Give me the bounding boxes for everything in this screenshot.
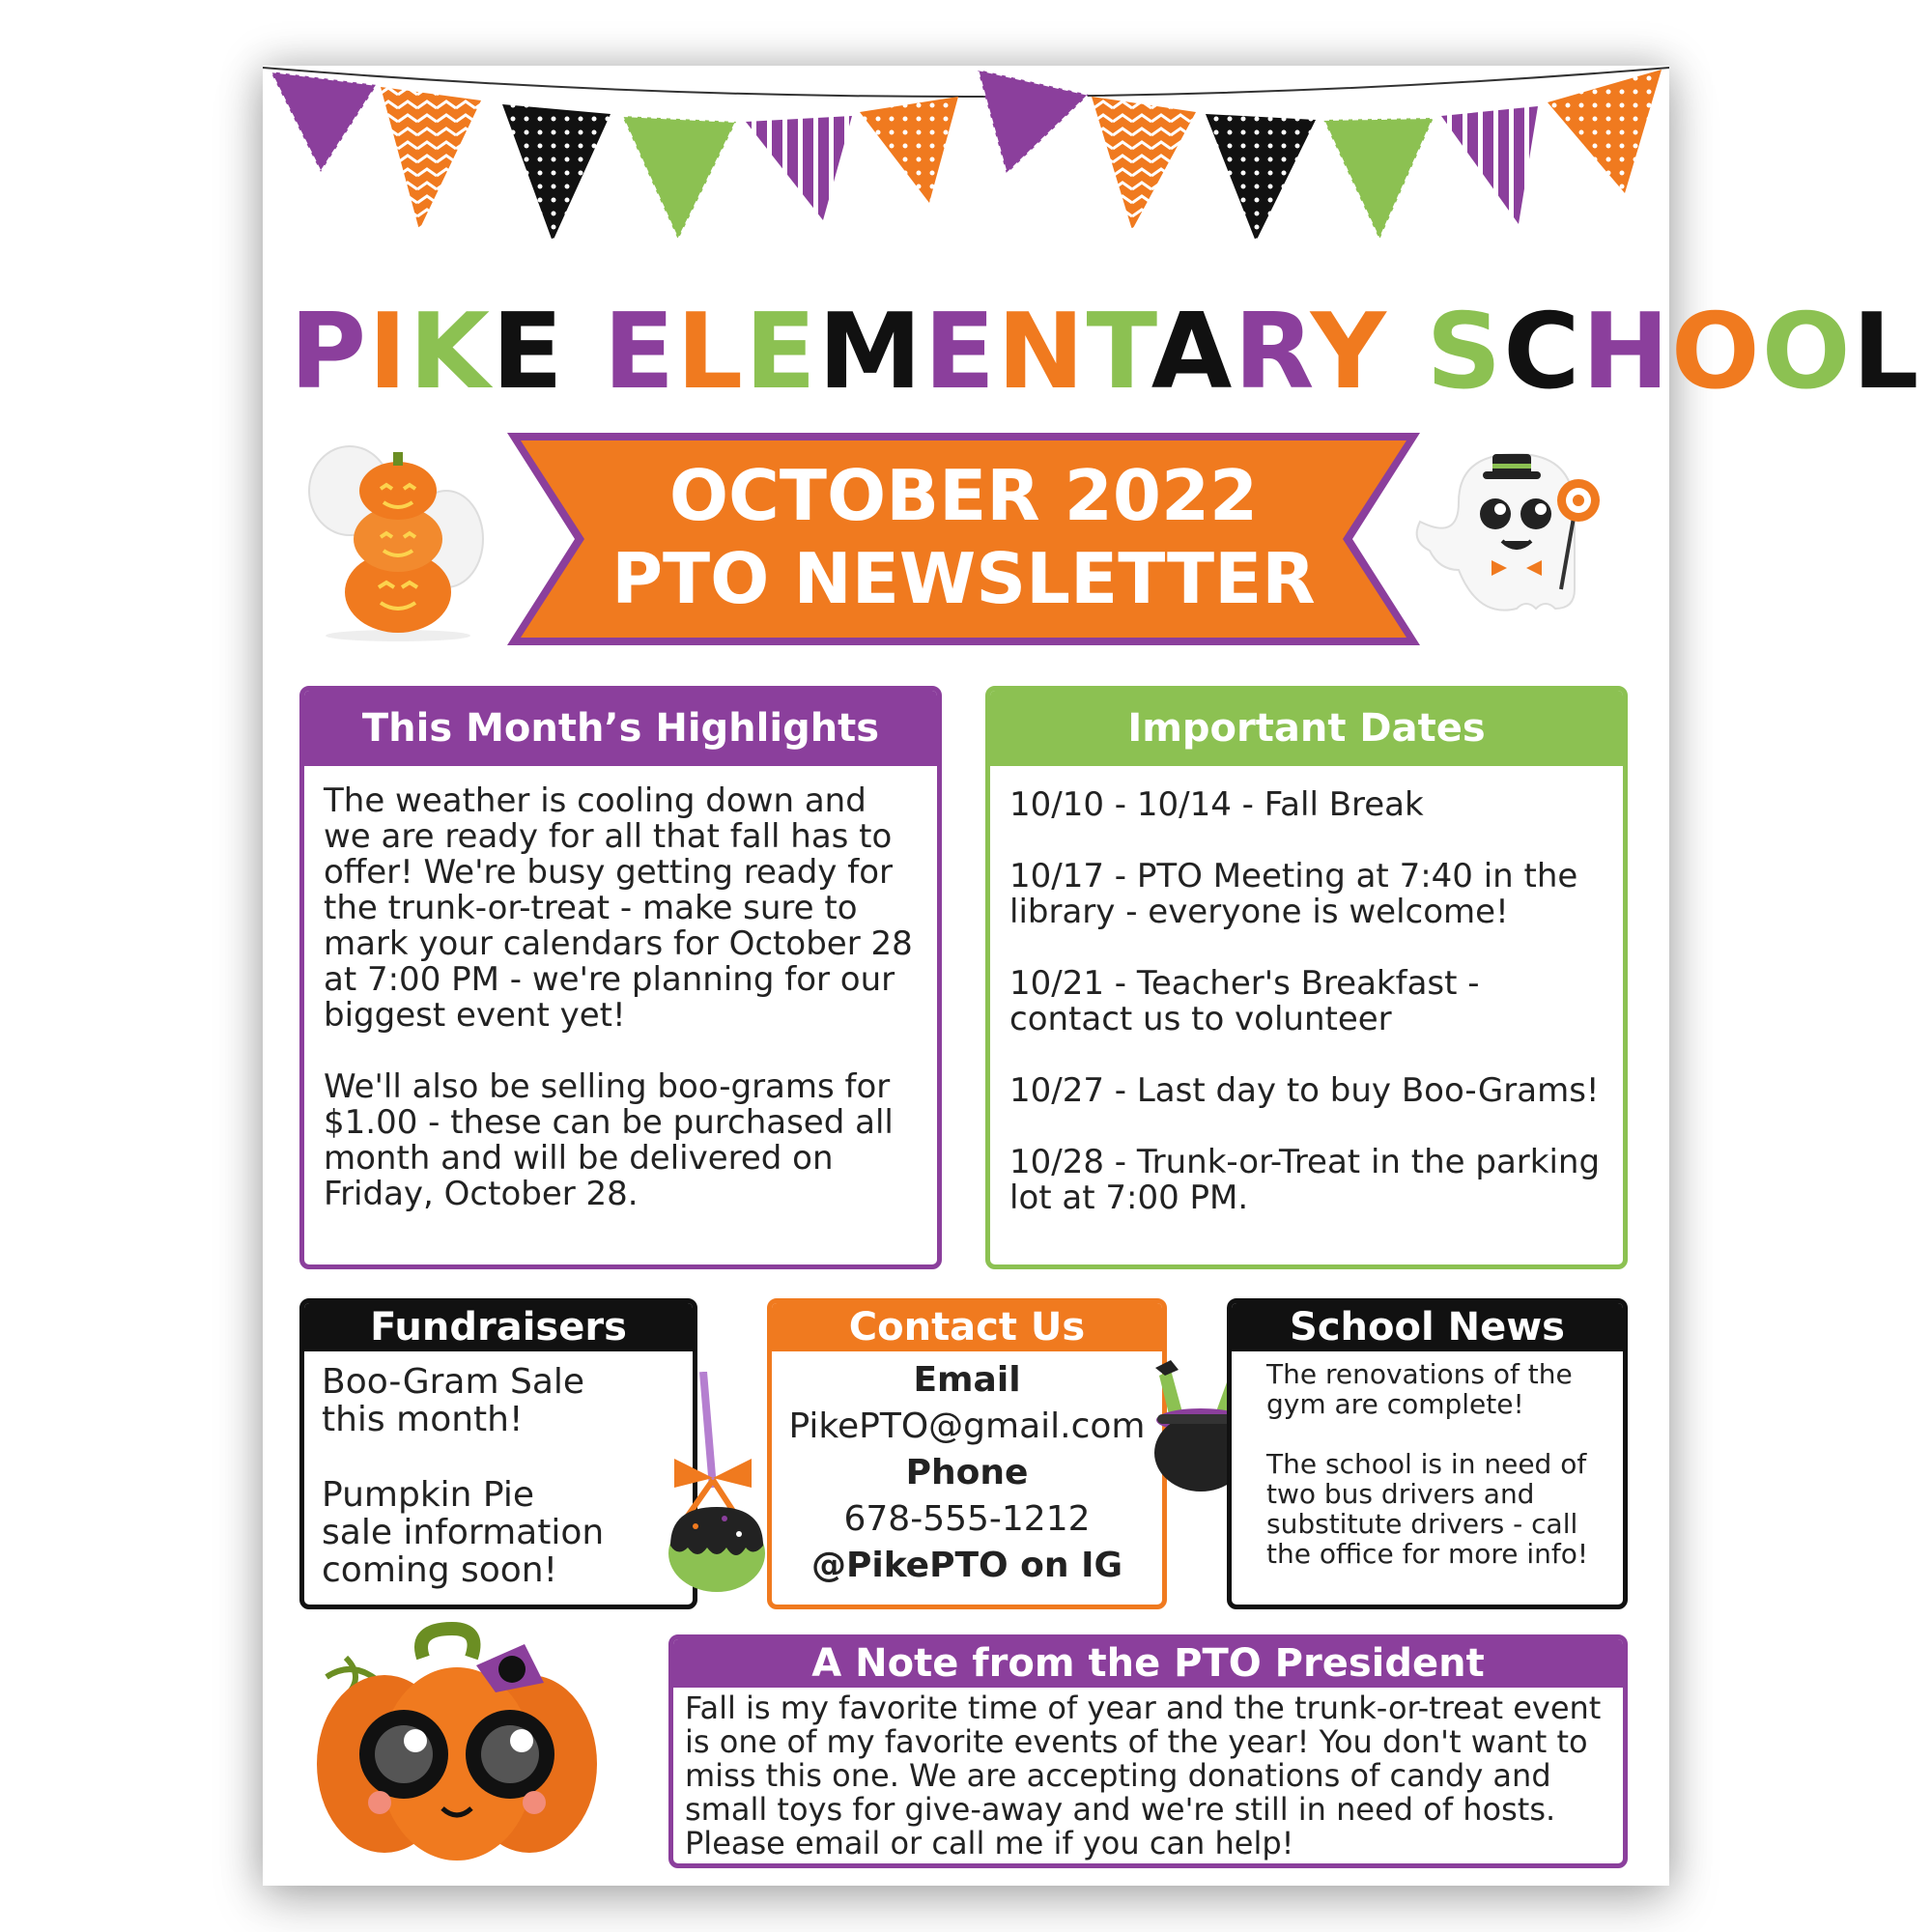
fundraiser-item: Pumpkin Pie sale information coming soon!: [322, 1475, 605, 1590]
highlights-heading: This Month’s Highlights: [304, 691, 937, 766]
title-letter: E: [492, 292, 565, 412]
highlights-body: [304, 766, 937, 1212]
highlights-panel: [299, 686, 942, 1269]
title-letter: A: [1151, 292, 1235, 412]
flag: [502, 104, 611, 242]
title-letter: P: [290, 292, 369, 412]
date-item: 10/28 - Trunk-or-Treat in the parking lot at 7:00 PM.: [1009, 1143, 1601, 1217]
contact-panel: [767, 1298, 1167, 1609]
title-letter: I: [368, 292, 410, 412]
flag: [1092, 97, 1196, 230]
title-letter: L: [676, 292, 746, 412]
news-item: The school is in need of two bus drivers and substitute drivers - call the office for more info!: [1266, 1448, 1589, 1570]
title-letter: H: [1581, 292, 1671, 412]
date-item: 10/27 - Last day to buy Boo-Grams!: [1009, 1071, 1600, 1110]
flag: [1441, 106, 1538, 224]
flag: [381, 87, 481, 230]
phone-link[interactable]: 678-555-1212: [843, 1499, 1091, 1539]
title-letter: N: [997, 292, 1087, 412]
title-word-school: [1426, 292, 1920, 412]
email-label: Email: [913, 1360, 1021, 1400]
flag: [746, 116, 852, 220]
school-name-title: [290, 290, 1921, 415]
title-letter: Y: [1310, 292, 1388, 412]
title-letter: O: [1761, 292, 1853, 412]
title-letter: C: [1503, 292, 1582, 412]
important-dates-panel: [985, 686, 1628, 1269]
title-letter: E: [745, 292, 818, 412]
flag: [978, 70, 1089, 174]
title-letter: R: [1234, 292, 1311, 412]
president-note-panel: [668, 1634, 1628, 1868]
title-word-pike: [290, 292, 565, 412]
school-news-heading: School News: [1232, 1303, 1623, 1351]
title-letter: M: [817, 292, 924, 412]
flag: [1206, 114, 1316, 242]
instagram-handle[interactable]: @PikePTO on IG: [810, 1546, 1123, 1585]
school-news-body: [1232, 1351, 1623, 1569]
highlights-paragraph: We'll also be selling boo-grams for $1.00 - these can be purchased all month and will be delivered on Friday, October 28.: [324, 1067, 894, 1213]
title-letter: O: [1670, 292, 1762, 412]
fundraiser-item: Boo-Gram Sale this month!: [322, 1362, 585, 1439]
title-letter: K: [409, 292, 493, 412]
title-word-elementary: [603, 292, 1387, 412]
title-letter: E: [923, 292, 998, 412]
flag: [270, 71, 377, 172]
school-news-panel: [1227, 1298, 1628, 1609]
banner-text: [604, 454, 1323, 620]
title-letter: T: [1086, 292, 1151, 412]
pumpkin-stack-icon: [301, 433, 495, 645]
president-note-heading: A Note from the PTO President: [673, 1639, 1623, 1688]
fundraisers-panel: [299, 1298, 697, 1609]
president-note-text: Fall is my favorite time of year and the trunk-or-treat event is one of my favorite events of the year! You don't want to miss this one. We are accepting donations of candy and small toys for give-away and we're still in need of hosts. Please email or call me if you can help!: [685, 1690, 1602, 1861]
flag: [1548, 70, 1662, 193]
flag: [1323, 118, 1434, 240]
bunting-decoration: [263, 58, 1669, 251]
fundraisers-heading: Fundraisers: [304, 1303, 693, 1351]
news-item: The renovations of the gym are complete!: [1266, 1358, 1573, 1420]
dates-heading: Important Dates: [990, 691, 1623, 766]
date-item: 10/21 - Teacher's Breakfast - contact us to volunteer: [1009, 964, 1480, 1038]
phone-label: Phone: [905, 1453, 1029, 1492]
banner-line-month: OCTOBER 2022: [668, 455, 1259, 536]
date-item: 10/17 - PTO Meeting at 7:40 in the library - everyone is welcome!: [1009, 857, 1578, 931]
email-link[interactable]: PikePTO@gmail.com: [788, 1406, 1146, 1446]
dates-list: [990, 766, 1623, 1216]
ghost-lollipop-icon: [1401, 444, 1613, 638]
highlights-paragraph: The weather is cooling down and we are ready for all that fall has to offer! We're busy getting ready for the trunk-or-treat - make sure to mark your calendars for October 28 at 7:00 PM - we're planning for our biggest event yet!: [324, 781, 913, 1035]
contact-heading: Contact Us: [772, 1303, 1162, 1351]
cute-pumpkin-icon: [307, 1619, 607, 1870]
date-item: 10/10 - 10/14 - Fall Break: [1009, 785, 1424, 824]
title-letter: E: [603, 292, 677, 412]
contact-body: [772, 1351, 1162, 1589]
fundraisers-body: [304, 1351, 693, 1589]
banner-line-title: PTO NEWSLETTER: [611, 538, 1316, 619]
title-letter: S: [1426, 292, 1504, 412]
flag: [622, 116, 736, 240]
title-letter: L: [1852, 292, 1921, 412]
flag: [860, 97, 958, 203]
candy-apple-icon: [657, 1372, 773, 1594]
